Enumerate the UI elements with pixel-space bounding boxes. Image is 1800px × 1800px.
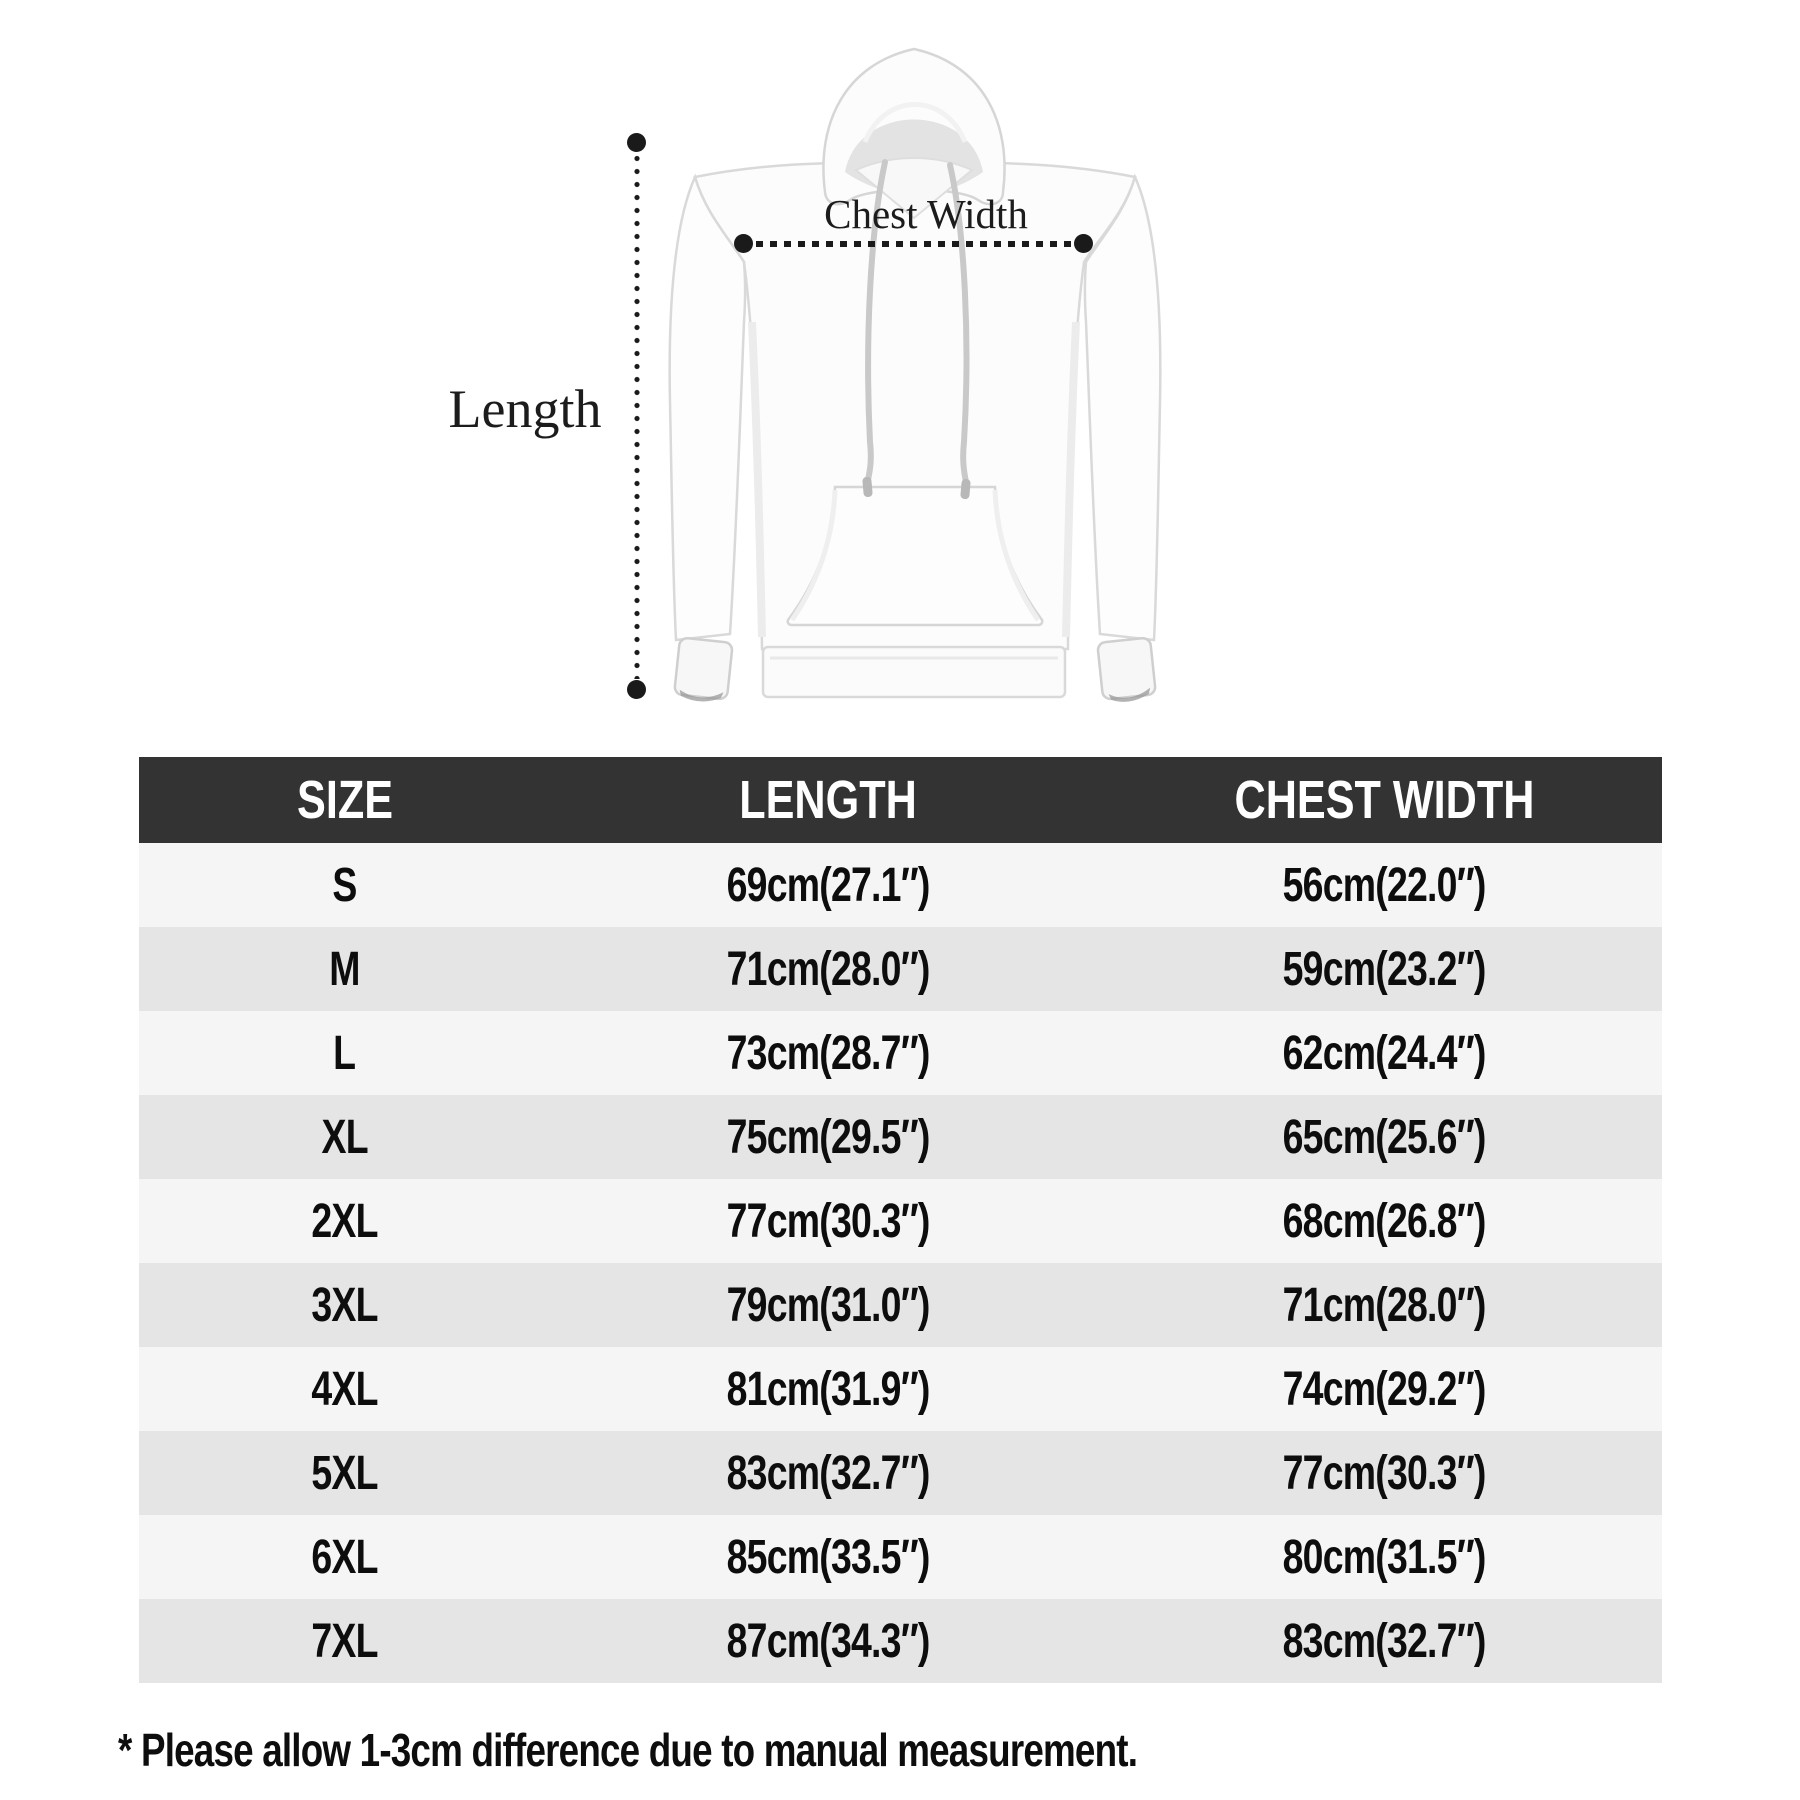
size-cell: L	[333, 1026, 356, 1080]
length-cell: 71cm(28.0″)	[726, 942, 930, 996]
table-row	[139, 843, 1662, 927]
length-cell: 83cm(32.7″)	[726, 1446, 930, 1500]
length-cell: 79cm(31.0″)	[726, 1278, 930, 1332]
hem-band	[763, 647, 1065, 697]
table-row	[139, 1263, 1662, 1347]
column-header-length: LENGTH	[550, 757, 1106, 843]
size-cell: 7XL	[311, 1614, 378, 1668]
size-cell: M	[329, 942, 360, 996]
chest-width-label: Chest Width	[824, 191, 1028, 237]
size-cell: S	[332, 858, 357, 912]
table-row	[139, 1515, 1662, 1599]
chest-width-cell: 74cm(29.2″)	[1282, 1362, 1486, 1416]
chest-width-cell: 62cm(24.4″)	[1282, 1026, 1486, 1080]
length-cell: 73cm(28.7″)	[726, 1026, 930, 1080]
hoodie-right-sleeve	[1085, 177, 1160, 640]
table-row	[139, 927, 1662, 1011]
chest-width-cell: 77cm(30.3″)	[1282, 1446, 1486, 1500]
chest-width-cell: 56cm(22.0″)	[1282, 858, 1486, 912]
size-cell: 6XL	[311, 1530, 378, 1584]
length-cell: 81cm(31.9″)	[726, 1362, 930, 1416]
table-row	[139, 1431, 1662, 1515]
chest-dimension-line	[756, 241, 1072, 247]
length-cell: 85cm(33.5″)	[726, 1530, 930, 1584]
chest-width-cell: 68cm(26.8″)	[1282, 1194, 1486, 1248]
length-label: Length	[448, 379, 602, 439]
size-cell: XL	[321, 1110, 368, 1164]
table-row	[139, 1095, 1662, 1179]
size-cell: 5XL	[311, 1446, 378, 1500]
size-cell: 2XL	[311, 1194, 378, 1248]
size-cell: 3XL	[311, 1278, 378, 1332]
size-table	[139, 757, 1662, 1683]
table-header-row	[139, 757, 1662, 843]
chest-width-cell: 80cm(31.5″)	[1282, 1530, 1486, 1584]
length-cell: 75cm(29.5″)	[726, 1110, 930, 1164]
column-header-size: SIZE	[139, 757, 550, 843]
length-cell: 87cm(34.3″)	[726, 1614, 930, 1668]
hoodie-image	[620, 22, 1210, 732]
chest-width-cell: 59cm(23.2″)	[1282, 942, 1486, 996]
column-header-chest-width: CHEST WIDTH	[1106, 757, 1662, 843]
table-row	[139, 1179, 1662, 1263]
left-cuff	[674, 637, 733, 699]
chest-width-cell: 71cm(28.0″)	[1282, 1278, 1486, 1332]
table-row	[139, 1011, 1662, 1095]
length-line-bottom-dot	[627, 680, 646, 699]
measurement-disclaimer: * Please allow 1-3cm difference due to manual measurement.	[118, 1724, 1138, 1776]
chest-line-right-dot	[1074, 234, 1093, 253]
chest-line-left-dot	[734, 234, 753, 253]
length-cell: 69cm(27.1″)	[726, 858, 930, 912]
table-row	[139, 1599, 1662, 1683]
chest-width-cell: 83cm(32.7″)	[1282, 1614, 1486, 1668]
length-cell: 77cm(30.3″)	[726, 1194, 930, 1248]
size-cell: 4XL	[311, 1362, 378, 1416]
length-line-top-dot	[627, 133, 646, 152]
table-row	[139, 1347, 1662, 1431]
chest-width-cell: 65cm(25.6″)	[1282, 1110, 1486, 1164]
